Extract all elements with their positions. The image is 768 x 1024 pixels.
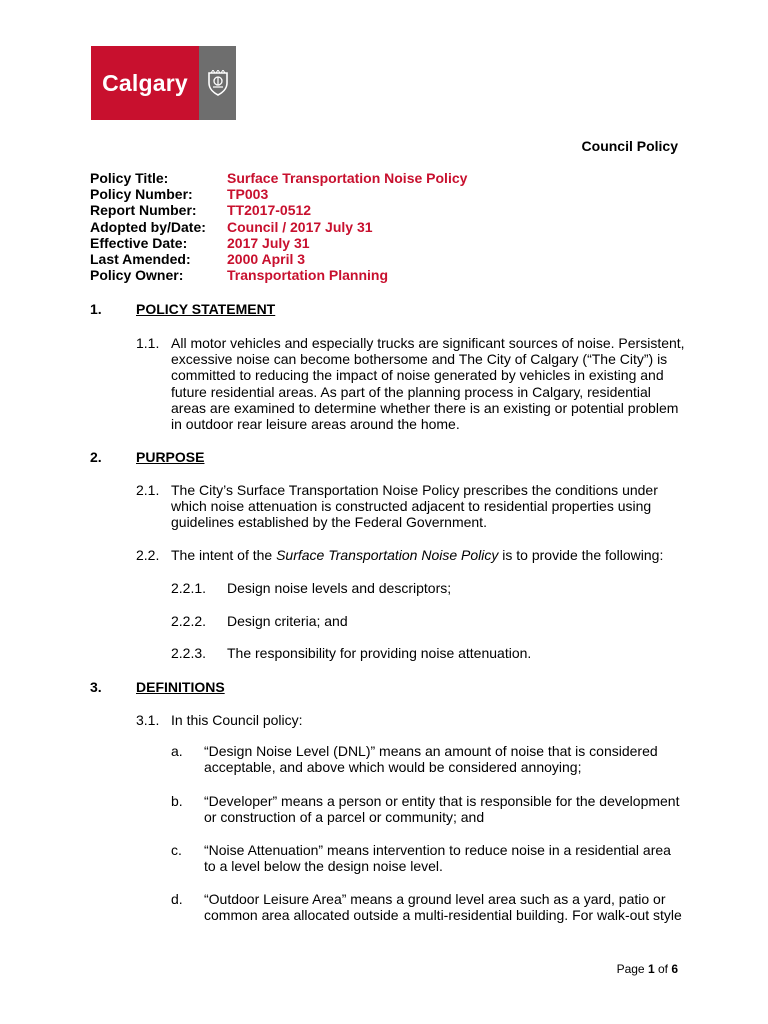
section-number: 2. — [90, 449, 102, 465]
definition-text: “Developer” means a person or entity that is responsible for the development or construction of a parcel or community; and — [204, 793, 680, 826]
meta-label: Last Amended: — [90, 251, 191, 268]
policy-name-italic: Surface Transportation Noise Policy — [276, 547, 499, 563]
meta-value: 2000 April 3 — [227, 251, 306, 268]
meta-value: Council / 2017 July 31 — [227, 218, 373, 235]
subparagraph-number: 2.2.3. — [171, 645, 207, 661]
section-title: POLICY STATEMENT — [136, 301, 276, 317]
meta-label: Policy Title: — [90, 170, 169, 186]
definition-letter: b. — [171, 793, 183, 809]
definition-text: “Outdoor Leisure Area” means a ground level area such as a yard, patio or common area allocated outside a multi-residential building. For walk-out style — [204, 891, 682, 924]
meta-label: Adopted by/Date: — [90, 218, 206, 235]
meta-row-title — [90, 170, 467, 186]
paragraph-number: 3.1. — [136, 712, 160, 728]
paragraph-number: 1.1. — [136, 335, 160, 351]
meta-value: Surface Transportation Noise Policy — [227, 170, 468, 186]
subparagraph-2-2-1 — [171, 580, 686, 596]
section-number: 1. — [90, 301, 102, 317]
section-heading-definitions — [90, 679, 225, 695]
subparagraph-text: Design criteria; and — [227, 613, 348, 629]
page-total: 6 — [671, 962, 678, 976]
page-of: of — [654, 962, 672, 976]
document-type: Council Policy — [581, 138, 678, 154]
meta-value: Transportation Planning — [227, 267, 389, 284]
paragraph-text — [171, 547, 686, 563]
definition-letter: a. — [171, 743, 183, 759]
paragraph-2-1 — [136, 482, 686, 531]
meta-label: Policy Owner: — [90, 267, 184, 284]
meta-row-amended — [90, 251, 467, 267]
definition-letter: d. — [171, 891, 183, 907]
page-prefix: Page — [616, 962, 648, 976]
section-number: 3. — [90, 679, 102, 695]
meta-label: Effective Date: — [90, 234, 188, 251]
subparagraph-2-2-2 — [171, 613, 686, 629]
page-current: 1 — [647, 962, 655, 976]
paragraph-3-1 — [136, 712, 686, 728]
definition-letter: c. — [171, 842, 182, 858]
meta-row-number — [90, 186, 467, 202]
page-number — [617, 962, 678, 976]
paragraph-text-pre: The intent of the — [171, 547, 277, 563]
definition-item-d — [171, 891, 686, 923]
paragraph-1-1 — [136, 335, 686, 432]
meta-label: Policy Number: — [90, 186, 193, 203]
meta-row-adopted — [90, 219, 467, 235]
logo-wordmark: Calgary — [102, 69, 188, 96]
subparagraph-number: 2.2.1. — [171, 580, 207, 596]
paragraph-text-post: is to provide the following: — [498, 547, 664, 563]
meta-row-effective — [90, 235, 467, 251]
city-crest-icon — [206, 70, 230, 96]
definition-text: “Noise Attenuation” means intervention to reduce noise in a residential area to a level below the design noise level. — [204, 842, 671, 875]
calgary-logo — [91, 46, 236, 120]
meta-label: Report Number: — [90, 202, 197, 219]
definition-item-c — [171, 842, 686, 874]
meta-row-owner — [90, 267, 467, 283]
paragraph-text: The City’s Surface Transportation Noise Policy prescribes the conditions under which noise attenuation is constructed adjacent to residential properties using guidelines established by the Federal Government. — [171, 482, 658, 531]
logo-crest-panel — [199, 46, 236, 120]
section-title: PURPOSE — [136, 449, 205, 465]
subparagraph-2-2-3 — [171, 645, 686, 661]
section-heading-policy-statement — [90, 301, 275, 317]
paragraph-number: 2.2. — [136, 547, 160, 563]
meta-row-report — [90, 202, 467, 218]
meta-value: TP003 — [227, 186, 269, 203]
subparagraph-text: The responsibility for providing noise attenuation. — [227, 645, 532, 661]
paragraph-text: All motor vehicles and especially trucks are significant sources of noise. Persistent, excessive noise can become bothersome and The City of Calgary (“The City”) is committed to reducing the impact of noise generated by vehicles in existing and future residential areas. As part of the planning process in Calgary, residential areas are examined to determine whether there is an existing or potential problem in outdoor rear leisure areas around the home. — [171, 335, 685, 433]
definition-text: “Design Noise Level (DNL)” means an amount of noise that is considered acceptable, and above which would be considered annoying; — [204, 743, 658, 776]
paragraph-text: In this Council policy: — [171, 712, 303, 728]
logo-wordmark-panel — [91, 46, 199, 120]
paragraph-2-2 — [136, 547, 686, 563]
section-heading-purpose — [90, 449, 204, 465]
subparagraph-number: 2.2.2. — [171, 613, 207, 629]
section-title: DEFINITIONS — [136, 679, 225, 695]
policy-metadata — [90, 170, 467, 283]
meta-value: 2017 July 31 — [227, 234, 310, 251]
paragraph-number: 2.1. — [136, 482, 160, 498]
subparagraph-text: Design noise levels and descriptors; — [227, 580, 452, 596]
definition-item-a — [171, 743, 686, 775]
definition-item-b — [171, 793, 686, 825]
meta-value: TT2017-0512 — [227, 202, 312, 219]
